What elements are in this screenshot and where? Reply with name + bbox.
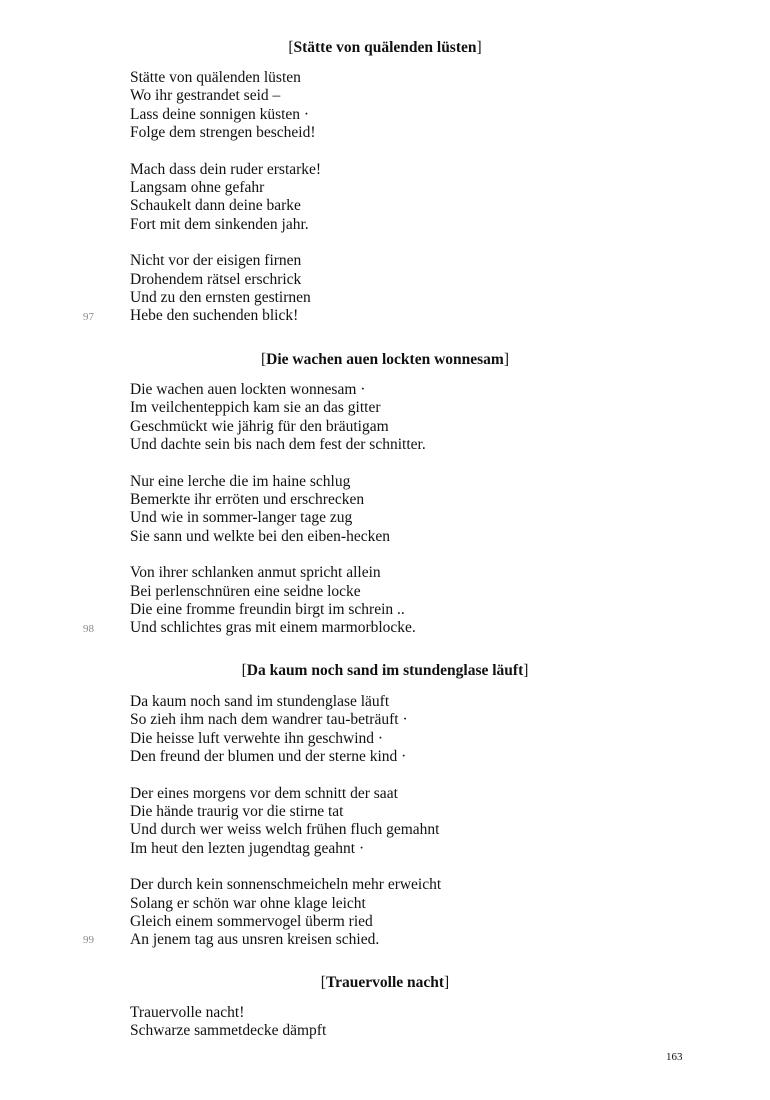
verse-line: Nur eine lerche die im haine schlug — [130, 472, 351, 490]
verse-line: Drohendem rätsel erschrick — [130, 270, 302, 288]
poem-title: [Stätte von quälenden lüsten] — [288, 39, 482, 56]
verse-line: Stätte von quälenden lüsten — [130, 69, 301, 86]
verse-line: Mach dass dein ruder erstarke! — [130, 160, 322, 178]
poem-title: [Die wachen auen lockten wonnesam] — [260, 351, 509, 368]
verse-line: Solang er schön war ohne klage leicht — [130, 894, 366, 912]
verse-line: Sie sann und welkte bei den eiben-hecken — [130, 527, 390, 545]
poem-title: [Trauervolle nacht] — [320, 974, 450, 991]
verse-line: Und durch wer weiss welch frühen fluch gemahnt — [130, 821, 440, 839]
verse-line: Im veilchenteppich kam sie an das gitter — [130, 399, 381, 417]
verse-line: Bemerkte ihr erröten und erschrecken — [130, 491, 365, 509]
verse-line: Im heut den lezten jugendtag geahnt · — [130, 839, 365, 857]
verse-line: Nicht vor der eisigen firnen — [130, 252, 302, 270]
verse-line: Wo ihr gestrandet seid – — [130, 87, 281, 105]
stanza — [130, 473, 690, 547]
poem-body — [130, 1004, 690, 1059]
verse-line: Die hände traurig vor die stirne tat — [130, 803, 344, 821]
stanza — [130, 785, 690, 859]
verse-line: Der durch kein sonnenschmeicheln mehr erweicht — [130, 876, 442, 894]
stanza — [130, 252, 690, 326]
stanza — [130, 564, 690, 638]
stanza — [130, 693, 690, 767]
verse-line: Die eine fromme freundin birgt im schrein .. — [130, 601, 405, 619]
stanza — [130, 161, 690, 235]
poem-title: [Da kaum noch sand im stundenglase läuft] — [241, 662, 529, 679]
margin-page-number: 98 — [83, 623, 94, 635]
stanza — [130, 381, 690, 455]
verse-line: Und dachte sein bis nach dem fest der schnitter. — [130, 436, 426, 454]
poem-body — [130, 69, 690, 344]
verse-line: So zieh ihm nach dem wandrer tau-beträuft · — [130, 711, 408, 729]
verse-line: Geschmückt wie jährig für den bräutigam — [130, 417, 389, 435]
verse-line: Hebe den suchenden blick! — [130, 307, 299, 325]
verse-line: Den freund der blumen und der sterne kind · — [130, 748, 407, 766]
page-number: 163 — [666, 1051, 683, 1063]
verse-line: Und wie in sommer-langer tage zug — [130, 509, 353, 527]
verse-line: Bei perlenschnüren eine seidne locke — [130, 582, 361, 600]
margin-page-number: 97 — [83, 311, 94, 323]
poem-body — [130, 693, 690, 968]
verse-line: Da kaum noch sand im stundenglase läuft — [130, 693, 390, 710]
verse-line: Trauervolle nacht! — [130, 1004, 245, 1021]
verse-line: Schaukelt dann deine barke — [130, 197, 301, 215]
verse-line: An jenem tag aus unsren kreisen schied. — [130, 931, 380, 949]
verse-line: Die wachen auen lockten wonnesam · — [130, 381, 366, 398]
verse-line: Die heisse luft verwehte ihn geschwind · — [130, 729, 384, 747]
stanza — [130, 69, 690, 143]
poem-body — [130, 381, 690, 656]
verse-line: Lass deine sonnigen küsten · — [130, 105, 310, 123]
verse-line: Und schlichtes gras mit einem marmorblocke. — [130, 619, 416, 637]
verse-line: Der eines morgens vor dem schnitt der saat — [130, 784, 398, 802]
verse-line: Fort mit dem sinkenden jahr. — [130, 215, 309, 233]
stanza — [130, 1004, 690, 1041]
verse-line: Und zu den ernsten gestirnen — [130, 289, 311, 307]
verse-line: Schwarze sammetdecke dämpft — [130, 1022, 327, 1040]
verse-line: Gleich einem sommervogel überm ried — [130, 913, 373, 931]
stanza — [130, 876, 690, 950]
margin-page-number: 99 — [83, 934, 94, 946]
verse-line: Langsam ohne gefahr — [130, 179, 265, 197]
verse-line: Von ihrer schlanken anmut spricht allein — [130, 564, 381, 582]
verse-line: Folge dem strengen bescheid! — [130, 124, 316, 142]
